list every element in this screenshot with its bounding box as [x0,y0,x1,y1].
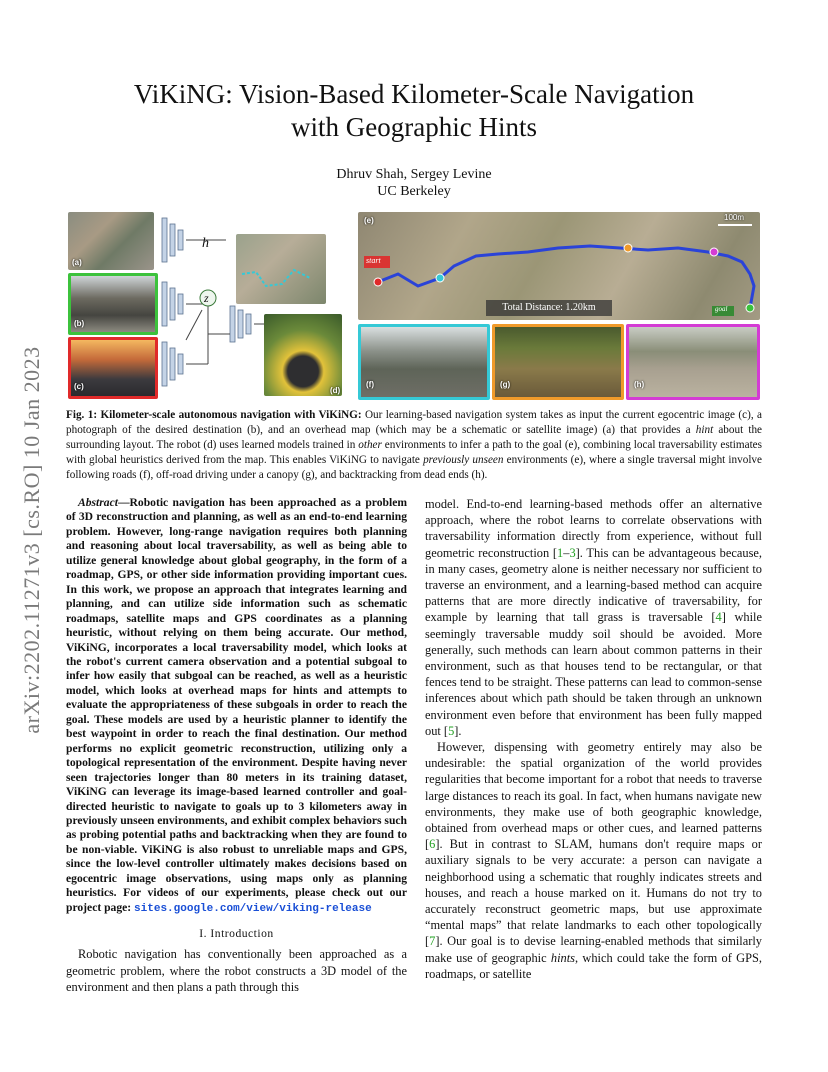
label-f: (f) [366,380,374,389]
total-distance: Total Distance: 1.20km [502,302,596,313]
goal-label: goal [715,305,728,313]
title-line-1: ViKiNG: Vision-Based Kilometer-Scale Navigation [133,79,695,109]
title-line-2: with Geographic Hints [291,112,537,142]
map-tile-path [236,234,326,304]
label-h: (h) [634,380,645,389]
authors: Dhruv Shah, Sergey Levine [336,167,492,182]
label-c: (c) [74,382,84,391]
label-b: (b) [74,319,85,328]
affiliation: UC Berkeley [377,184,451,199]
robot-photo-d [264,314,342,396]
label-a: (a) [72,258,82,267]
intro-paragraph: Robotic navigation has conventionally been approached as a geometric problem, where the robot constructs a 3D model of the environment and then plans a path through this [66,947,407,994]
author-block [60,166,768,200]
label-e: (e) [364,216,374,225]
figure-1 [66,210,766,402]
label-d: (d) [330,386,341,395]
section-heading-intro: I. Introduction [199,927,274,941]
figure-caption: Fig. 1: Kilometer-scale autonomous navigation with ViKiNG: Our learning-based navigation system takes as input the current egocentric image (c), a photograph of the desired destination (b), and an overhead map (which may be a schematic or satellite image) (a) that provides a hint about the surrounding layout. The robot (d) uses learned models trained in other environments to infer a path to the goal (e), combining local traversability estimates with global heuristics derived from the map. This enables ViKiNG to navigate previously unseen environments (e), where a single traversal might involve following roads (f), off-road driving under a canopy (g), and backtracking from dead ends (h). [66,409,762,481]
label-g: (g) [500,380,511,389]
right-paragraph-2: However, dispensing with geometry entirely may also be undesirable: the spatial organization of the world provides regularities that become important for a robot that needs to traverse large distances to reach its goal. In fact, when humans navigate new environments, they make use of both geographic knowledge, obtained from overhead maps or other cues, and learned patterns [6]. But in contrast to SLAM, humans don't require maps or auxiliary signals to be very accurate: a person can navigate a neighborhood using a schematic that roughly indicates streets and houses, and reach a house marked on it. Humans do not try to accurately reconstruct geometric maps, but use approximate “mental maps” that relate landmarks to each other topologically [7]. Our goal is to devise learning-enabled methods that similarly make use of geographic hints, which could take the form of GPS, roadmaps, or satellite [425,740,762,981]
right-paragraph-1: model. End-to-end learning-based methods offer an alternative approach, where the robot learns to correlate observations with traversability information directly from experience, without full geometric reconstruction [1–3]. This can be advantageous because, in many cases, geometry alone is neither necessary nor sufficient to traverse an environment, and a learning-based method can acquire patterns that are more directly indicative of traversability, for example by learning that tall grass is traversable [4] while seemingly traversable muddy soil should be avoided. More generally, such methods can learn about common patterns in their environment, such as that houses tend to be rectangular, or that fences tend to be straight. These patterns can lead to common-sense inferences about which path should be taken through an unknown environment even before that environment has been fully mapped out [5]. [425,497,762,738]
caption-lead: Fig. 1: Kilometer-scale autonomous navigation with ViKiNG: [66,409,362,421]
z-symbol: z [204,291,209,305]
road-photo-f [358,324,490,400]
abstract-lead: Abstract [78,496,118,509]
scale-bar-label: 100m [724,213,745,222]
canopy-photo-g [492,324,624,400]
paper-title [60,78,768,144]
arxiv-stamp: arXiv:2202.11271v3 [cs.RO] 10 Jan 2023 [19,346,44,734]
h-symbol: h [202,236,209,251]
abstract: Abstract—Robotic navigation has been approached as a problem of 3D reconstruction and planning, as well as an end-to-end learning problem. However, long-range navigation requires both planning and reasoning about local traversability, as well as being able to utilize general knowledge about global geography, in the form of a roadmap, GPS, or other side information providing important cues. In this work, we propose an approach that integrates learning and planning, and can utilize side information such as schematic roadmaps, satellite maps and GPS coordinates as a planning heuristic, without relying on them being accurate. Our method, ViKiNG, incorporates a local traversability model, which looks at the robot's current camera observation and a potential subgoal to infer how easily that subgoal can be reached, as well as a heuristic model, which looks at overhead maps for hints and attempts to evaluate the appropriateness of these subgoals in order to reach the goal. These models are used by a heuristic planner to identify the best waypoint in order to reach the final destination. Our method performs no explicit geometric reconstruction, utilizing only a topological representation of the environment. Despite having never seen trajectories longer than 80 meters in its training dataset, ViKiNG can leverage its image-based learned controller and goal-directed heuristic to navigate to goals up to 3 kilometers away in previously unseen environments, and exhibit complex behaviors such as probing potential paths and backtracking when they are found to be non-viable. ViKiNG is also robust to unreliable maps and GPS, since the low-level controller ultimately makes decisions based on egocentric image observations, using maps only as planning heuristics. For videos of our experiments, please check out our project page: sites.google.com/view/viking-release [66,496,407,915]
left-column [66,496,407,995]
right-column [425,496,762,982]
deadend-photo-h [626,324,760,400]
project-url[interactable]: sites.google.com/view/viking-release [134,902,372,915]
start-label: start [366,256,381,265]
